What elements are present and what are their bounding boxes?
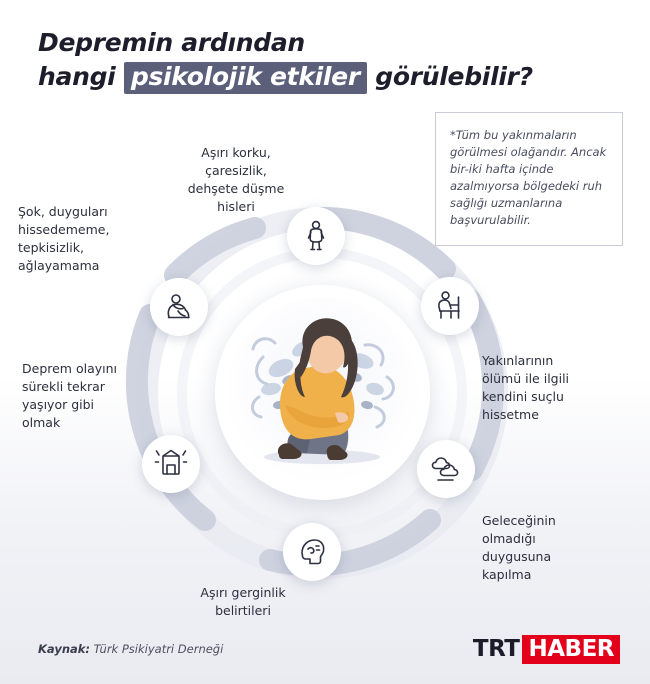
sitting-woman-illustration — [215, 285, 430, 500]
label-tension: Aşırı gerginlik belirtileri — [200, 585, 286, 618]
note-box — [435, 112, 623, 246]
source-credit — [38, 642, 223, 656]
label-future: Geleceğinin olmadığı duygusuna kapılma — [482, 513, 556, 582]
title-line-1 — [38, 26, 618, 60]
node-shock[interactable] — [150, 278, 208, 336]
title-text-2b: görülebilir? — [366, 62, 533, 91]
node-guilt[interactable] — [421, 277, 479, 335]
node-reliving[interactable] — [142, 435, 200, 493]
title-text-2a: hangi — [38, 62, 124, 91]
label-guilt: Yakınlarının ölümü ile ilgili kendini suçlu hissetme — [482, 353, 570, 422]
clouds-icon — [429, 452, 463, 486]
logo-trt-text: TRT — [472, 636, 520, 662]
standing-person-icon — [299, 219, 333, 253]
title-line-2 — [38, 60, 618, 94]
trt-haber-logo — [473, 636, 620, 662]
head-tension-icon — [295, 535, 329, 569]
logo-haber-text: HABER — [522, 635, 620, 664]
page-title — [38, 26, 618, 94]
title-highlight: psikolojik etkiler — [124, 62, 367, 94]
source-value: Türk Psikiyatri Derneği — [90, 642, 224, 656]
central-illustration — [215, 285, 430, 500]
broken-house-icon — [154, 447, 188, 481]
label-fear: Aşırı korku, çaresizlik, dehşete düşme hisleri — [187, 145, 285, 214]
label-shock: Şok, duyguları hissedememe, tepkisizlik, ağlayamama — [18, 204, 110, 273]
source-label: Kaynak: — [38, 642, 91, 656]
crying-person-icon — [162, 290, 196, 324]
label-reliving: Deprem olayını sürekli tekrar yaşıyor gibi olmak — [22, 361, 118, 430]
sitting-person-icon — [433, 289, 467, 323]
node-future[interactable] — [417, 440, 475, 498]
node-tension[interactable] — [283, 523, 341, 581]
title-text-1: Depremin ardından — [38, 28, 305, 57]
note-text: *Tüm bu yakınmaların görülmesi olağandır. Ancak bir-iki hafta içinde azalmıyorsa bölgedeki ruh sağlığı uzmanlarına başvurulabilir. — [450, 128, 607, 227]
